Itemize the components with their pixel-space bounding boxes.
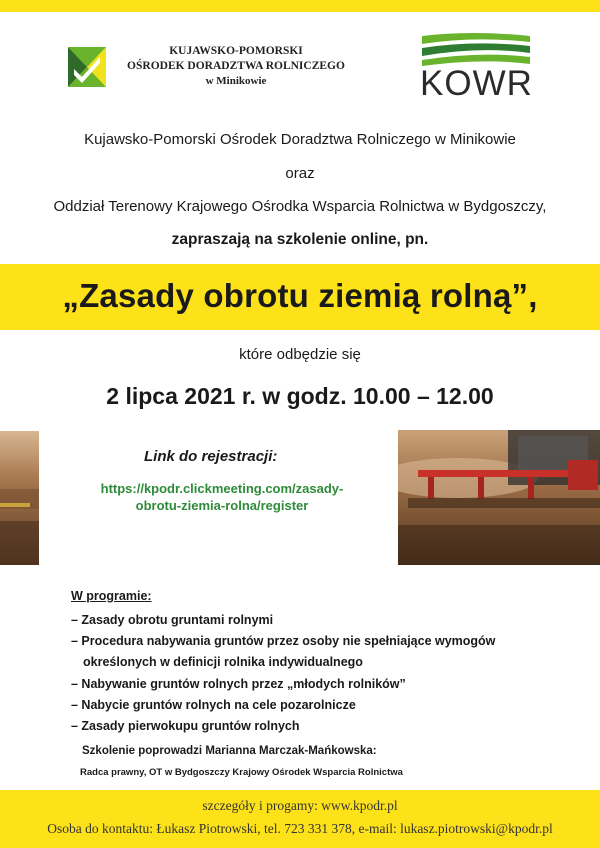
trainer-name: Szkolenie poprowadzi Marianna Marczak-Mańkowska:	[82, 745, 377, 757]
program-item-continuation	[71, 652, 571, 673]
kowr-logo-icon	[420, 32, 532, 68]
program-item: – Zasady pierwokupu gruntów rolnych	[71, 719, 300, 734]
registration-link-line1[interactable]: https://kpodr.clickmeeting.com/zasady-	[100, 481, 344, 496]
field-photo-left	[0, 431, 39, 565]
program-item: – Nabywanie gruntów rolnych przez „młodych rolników”	[71, 676, 406, 691]
field-photo-right-image	[398, 430, 600, 565]
kowr-logo	[420, 32, 532, 102]
kpodr-name-line3: w Minikowie	[205, 75, 267, 87]
top-yellow-band	[0, 0, 600, 12]
footer-contact: Osoba do kontaktu: Łukasz Piotrowski, tel. 723 331 378, e-mail: lukasz.piotrowski@kpodr.pl	[47, 821, 553, 836]
kpodr-logo-icon	[68, 47, 106, 87]
organizer-2: Oddział Terenowy Krajowego Ośrodka Wsparcia Rolnictwa w Bydgoszczy,	[53, 198, 547, 215]
program-item: – Zasady obrotu gruntami rolnymi	[71, 613, 274, 627]
registration-label: Link do rejestracji:	[144, 448, 278, 465]
and-text: oraz	[285, 165, 315, 182]
title-band	[0, 264, 600, 330]
registration-link[interactable]	[72, 481, 372, 514]
kowr-logo-text: KOWR	[420, 64, 533, 103]
event-intro: które odbędzie się	[239, 346, 361, 363]
program-item-indent: określonych w definicji rolnika indywidualnego	[83, 655, 363, 670]
kpodr-name-line1: KUJAWSKO-POMORSKI	[169, 45, 303, 57]
event-datetime: 2 lipca 2021 r. w godz. 10.00 – 12.00	[106, 383, 494, 409]
program-item: – Nabycie gruntów rolnych na cele pozarolnicze	[71, 697, 356, 712]
trainer-role: Radca prawny, OT w Bydgoszczy Krajowy Ośrodek Wsparcia Rolnictwa	[80, 767, 403, 778]
footer-details: szczegóły i progamy: www.kpodr.pl	[202, 798, 398, 813]
field-photo-right	[398, 430, 600, 565]
kpodr-logo	[68, 42, 358, 92]
training-title: „Zasady obrotu ziemią rolną”,	[62, 277, 538, 314]
footer-band	[0, 790, 600, 848]
program-heading: W programie:	[71, 589, 152, 603]
program-item: – Procedura nabywania gruntów przez osoby nie spełniające wymogów	[71, 634, 496, 649]
kpodr-name-line2: OŚRODEK DORADZTWA ROLNICZEGO	[127, 60, 345, 72]
organizer-1: Kujawsko-Pomorski Ośrodek Doradztwa Rolniczego w Minikowie	[84, 131, 516, 148]
program-list	[71, 610, 571, 737]
invitation-text: zapraszają na szkolenie online, pn.	[171, 231, 429, 248]
field-photo-left-image	[0, 431, 39, 565]
registration-link-line2[interactable]: obrotu-ziemia-rolna/register	[135, 497, 309, 513]
